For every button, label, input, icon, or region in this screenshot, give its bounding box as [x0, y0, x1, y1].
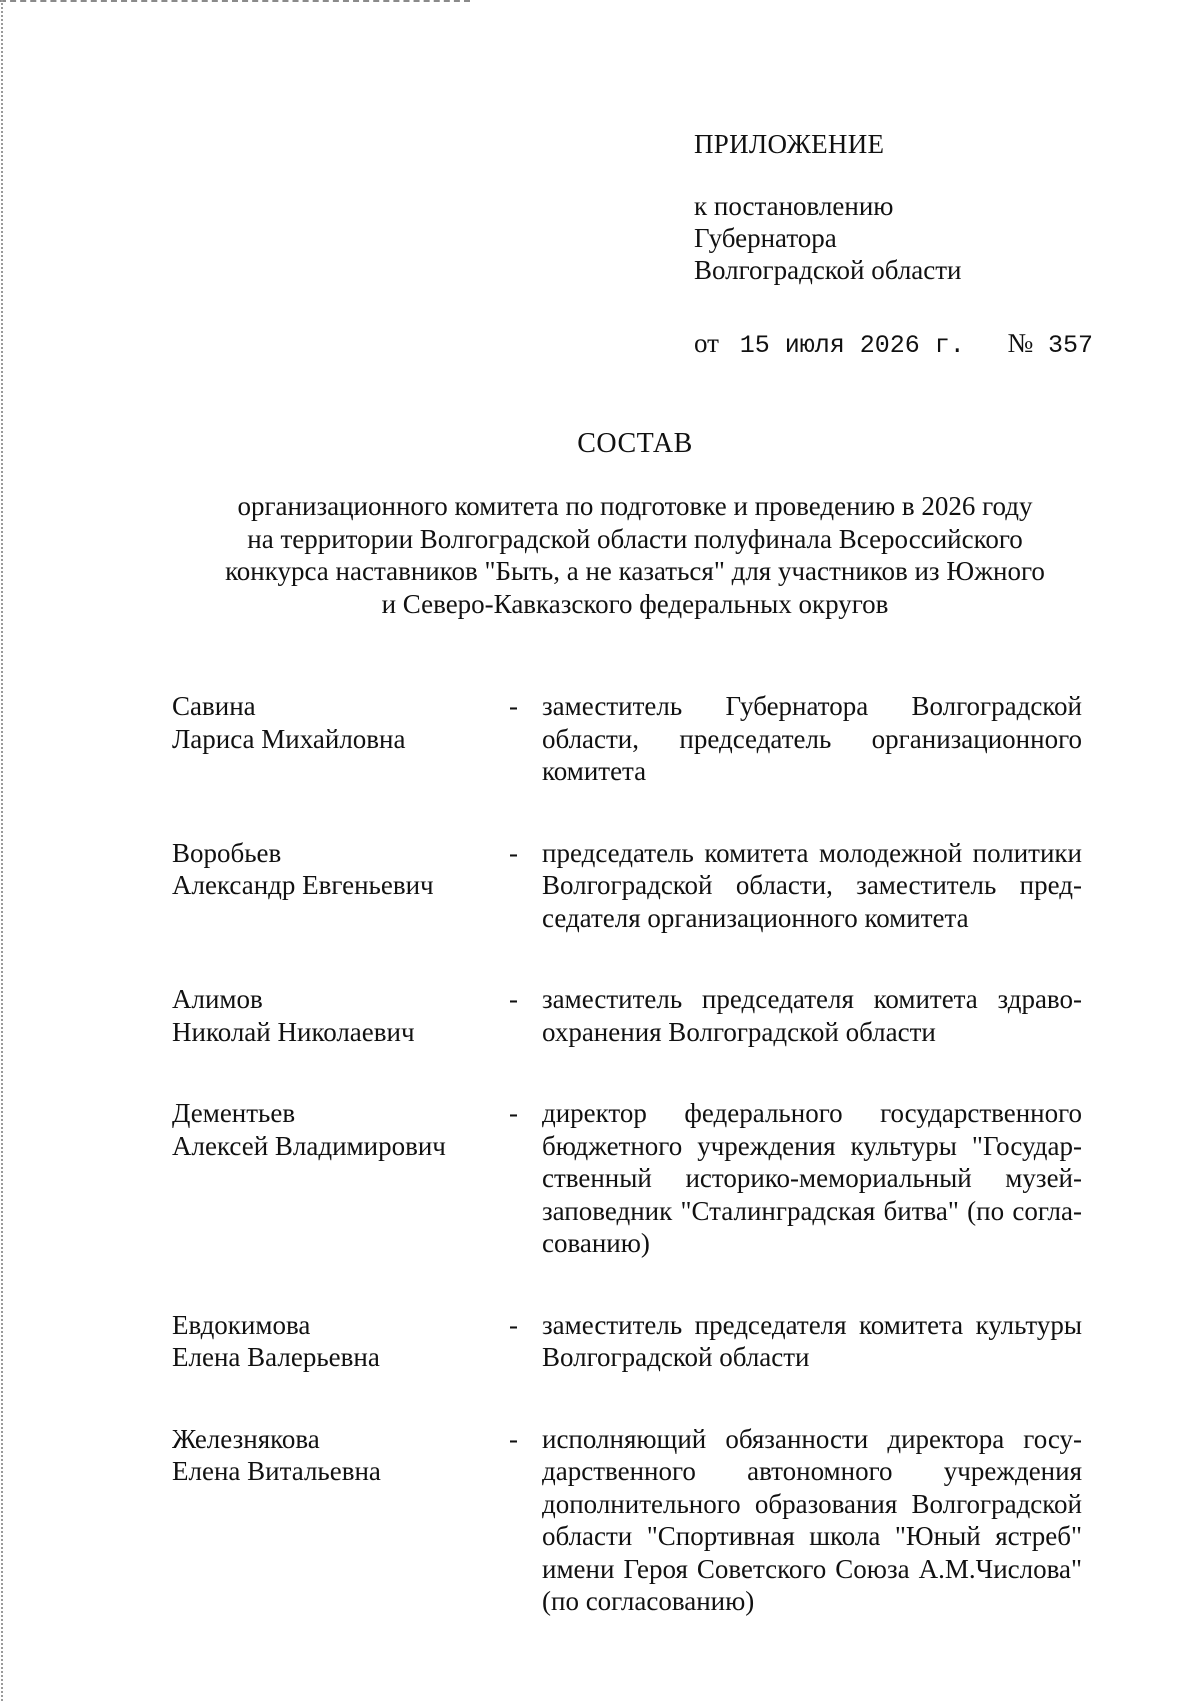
member-surname: Евдокимова [172, 1309, 311, 1340]
number-prefix: № [1007, 328, 1034, 358]
appendix-to-line: к постановлению [694, 191, 894, 221]
member-entry [172, 983, 1082, 1048]
subtitle-line: конкурса наставников "Быть, а не казаться" для участников из Южного [225, 556, 1045, 586]
subtitle-line: на территории Волгоградской области полуфинала Всероссийского [247, 523, 1023, 554]
member-given-names: Александр Евгеньевич [172, 870, 434, 900]
member-role: заместитель председателя комитета культуры Волгоградской области [542, 1309, 1082, 1372]
decree-date: 15 июля 2026 г. [739, 331, 965, 360]
member-entry [172, 1423, 1082, 1618]
member-surname: Савина [172, 691, 256, 721]
member-given-names: Николай Николаевич [172, 1016, 415, 1047]
member-name [172, 1097, 492, 1162]
member-name [172, 983, 492, 1048]
member-role: заместитель председателя комитета здравоохранения Волгоградской области [542, 984, 1082, 1047]
member-role: директор федерального государственного бюджетного учреждения культуры "Государственный историко-мемориальный музей-заповедник "Сталинградская битва" (по согласованию) [542, 1098, 1082, 1258]
member-surname: Железнякова [172, 1423, 320, 1454]
member-role: председатель комитета молодежной политики Волгоградской области, заместитель председателя организационного комитета [542, 837, 1082, 933]
member-entry [172, 1097, 1082, 1260]
member-dash: - [509, 691, 518, 721]
member-dash: - [509, 837, 518, 868]
member-surname: Воробьев [172, 837, 282, 868]
appendix-to-line: Волгоградской области [694, 255, 962, 285]
member-entry [172, 690, 1082, 788]
member-entry [172, 1309, 1082, 1374]
member-role: заместитель Губернатора Волгоградской области, председатель организационного комитета [542, 691, 1082, 786]
appendix-title: ПРИЛОЖЕНИЕ [694, 129, 885, 159]
member-name [172, 1423, 492, 1488]
member-name [172, 837, 492, 902]
date-prefix: от [694, 328, 719, 358]
member-name [172, 1309, 492, 1374]
member-dash: - [509, 984, 518, 1014]
scan-edge-top [0, 0, 470, 2]
member-given-names: Елена Витальевна [172, 1456, 381, 1486]
subtitle-line: организационного комитета по подготовке и проведению в 2026 году [237, 491, 1033, 521]
member-dash: - [509, 1423, 518, 1454]
appendix-block [694, 128, 962, 286]
member-dash: - [509, 1098, 518, 1128]
decree-number: 357 [1048, 331, 1094, 360]
member-entry [172, 837, 1082, 935]
member-dash: - [509, 1309, 518, 1340]
scan-edge-left [1, 0, 3, 1701]
committee-members-list [172, 690, 1082, 1618]
member-given-names: Алексей Владимирович [172, 1130, 446, 1161]
member-role: исполняющий обязанности директора государственного автономного учреждения дополнительного образования Волгоградской области "Спортивная школа "Юный ястреб" имени Героя Советского Союза А.М.Числова" (по согласованию) [542, 1423, 1082, 1616]
member-given-names: Лариса Михайловна [172, 723, 406, 754]
member-given-names: Елена Валерьевна [172, 1342, 380, 1372]
appendix-to-line: Губернатора [694, 223, 837, 253]
member-surname: Дементьев [172, 1098, 296, 1128]
appendix-date-line [694, 327, 1093, 362]
member-surname: Алимов [172, 984, 263, 1014]
subtitle-line: и Северо-Кавказского федеральных округов [381, 588, 889, 619]
document-subtitle [185, 490, 1085, 620]
document-title: СОСТАВ [577, 428, 693, 459]
member-name [172, 690, 492, 755]
